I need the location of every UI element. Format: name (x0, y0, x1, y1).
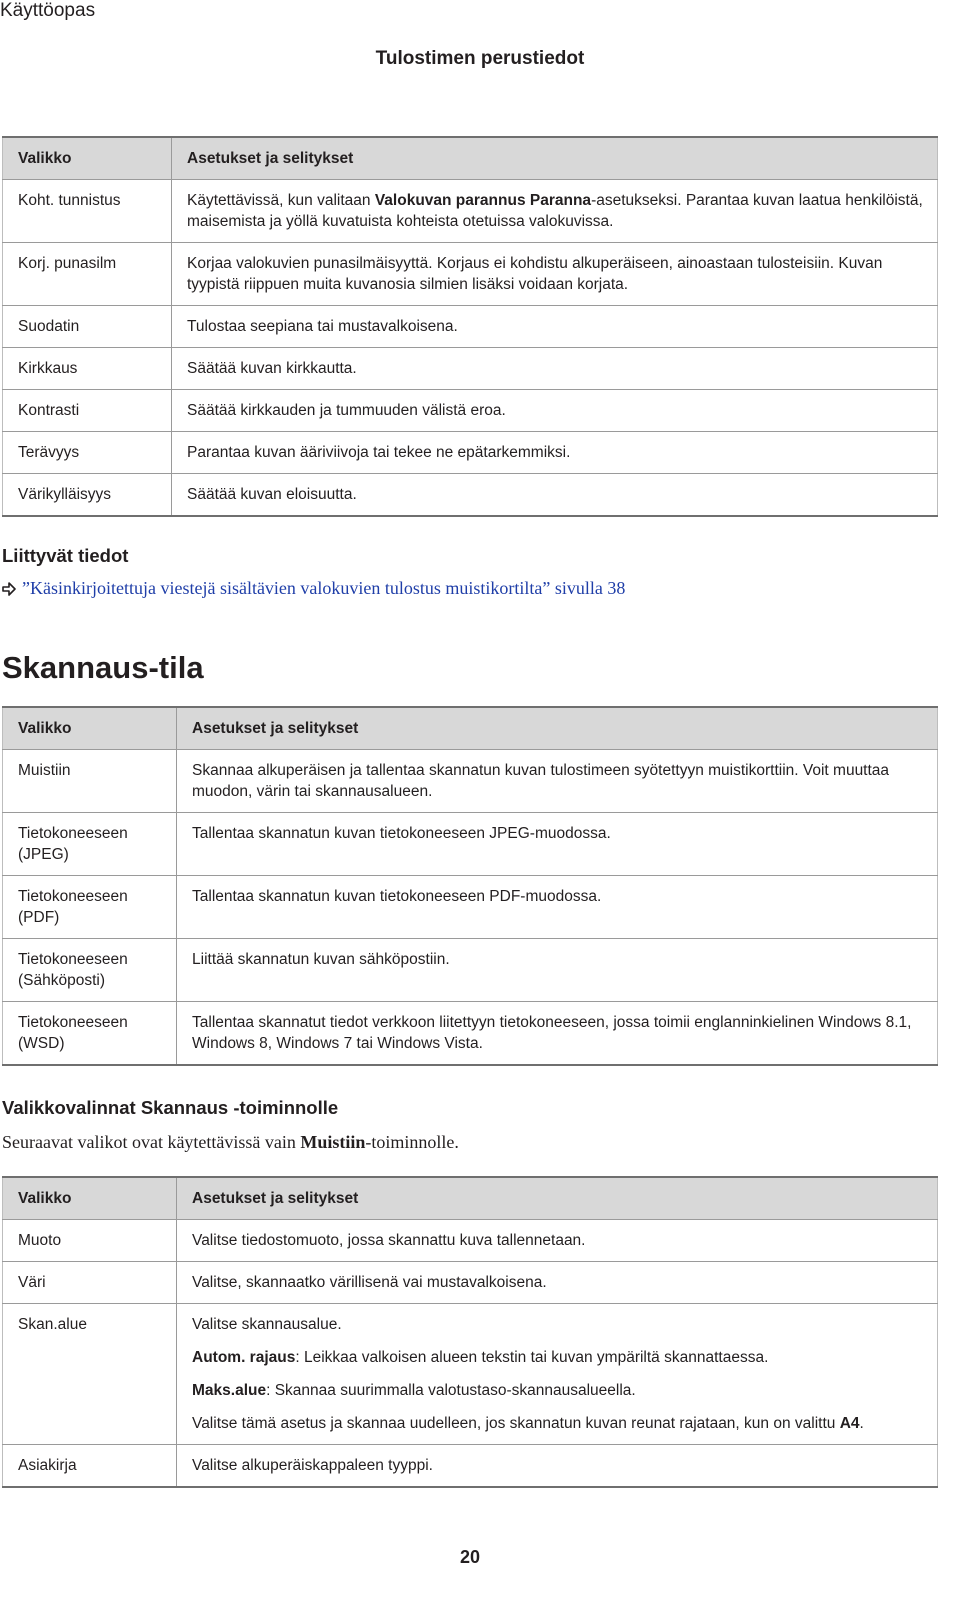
table-row (3, 1002, 938, 1066)
scan-options-table (2, 1176, 938, 1488)
menu-cell: Tietokoneeseen (Sähköposti) (3, 939, 177, 1002)
menu-cell: Muistiin (3, 750, 177, 813)
column-header-menu: Valikko (3, 707, 177, 750)
table-row (3, 1220, 938, 1262)
document-name: Käyttöopas (0, 0, 96, 21)
table-row (3, 1304, 938, 1445)
description-cell: Valitse alkuperäiskappaleen tyyppi. (177, 1445, 938, 1488)
menu-cell: Tietokoneeseen (PDF) (3, 876, 177, 939)
table-row (3, 348, 938, 390)
arrow-right-icon (2, 582, 16, 596)
scan-options-intro: Seuraavat valikot ovat käytettävissä vain Muistiin-toiminnolle. (2, 1132, 459, 1152)
autom-rajaus-option: Autom. rajaus: Leikkaa valkoisen alueen tekstin tai kuvan ympäriltä skannattaessa. (192, 1349, 769, 1366)
menu-cell: Terävyys (3, 432, 172, 474)
column-header-settings: Asetukset ja selitykset (177, 707, 938, 750)
description-cell: Tulostaa seepiana tai mustavalkoisena. (172, 306, 938, 348)
menu-cell: Asiakirja (3, 1445, 177, 1488)
description-cell (177, 1304, 938, 1445)
description-cell: Valitse tiedostomuoto, jossa skannattu kuva tallennetaan. (177, 1220, 938, 1262)
table-row (3, 243, 938, 306)
column-header-menu: Valikko (3, 1177, 177, 1220)
menu-cell: Suodatin (3, 306, 172, 348)
table-row (3, 1262, 938, 1304)
column-header-settings: Asetukset ja selitykset (177, 1177, 938, 1220)
table-row (3, 939, 938, 1002)
description-cell: Säätää kuvan kirkkautta. (172, 348, 938, 390)
table-row (3, 180, 938, 243)
menu-cell: Skan.alue (3, 1304, 177, 1445)
menu-cell: Värikylläisyys (3, 474, 172, 517)
table-row (3, 1445, 938, 1488)
column-header-settings: Asetukset ja selitykset (172, 137, 938, 180)
table-row (3, 750, 938, 813)
scan-options-heading: Valikkovalinnat Skannaus -toiminnolle (2, 1097, 339, 1118)
table-row (3, 813, 938, 876)
menu-cell: Tietokoneeseen (WSD) (3, 1002, 177, 1066)
description-cell: Skannaa alkuperäisen ja tallentaa skannatun kuvan tulostimeen syötettyyn muistikorttiin. Voit muuttaa muodon, värin tai skannausalueen. (177, 750, 938, 813)
description-cell: Tallentaa skannatun kuvan tietokoneeseen JPEG-muodossa. (177, 813, 938, 876)
table-row (3, 390, 938, 432)
related-link-text[interactable]: ”Käsinkirjoitettuja viestejä sisältävien valokuvien tulostus muistikortilta” sivulla 38 (22, 578, 626, 598)
scan-mode-table (2, 706, 938, 1066)
menu-cell: Väri (3, 1262, 177, 1304)
area-description: Valitse skannausalue. (192, 1316, 342, 1333)
area-note: Valitse tämä asetus ja skannaa uudelleen, jos skannatun kuvan reunat rajataan, kun on valittu A4. (192, 1415, 864, 1432)
table-row (3, 306, 938, 348)
description-cell: Säätää kuvan eloisuutta. (172, 474, 938, 517)
description-cell: Tallentaa skannatun kuvan tietokoneeseen PDF-muodossa. (177, 876, 938, 939)
table-header-row (3, 1177, 938, 1220)
description-cell: Liittää skannatun kuvan sähköpostiin. (177, 939, 938, 1002)
description-cell: Käytettävissä, kun valitaan Valokuvan parannus Paranna-asetukseksi. Parantaa kuvan laatua henkilöistä, maisemista ja yöllä kuvatuista kohteista otetuissa valokuvissa. (172, 180, 938, 243)
table-row (3, 876, 938, 939)
page-number: 20 (459, 1547, 481, 1567)
maks-alue-option: Maks.alue: Skannaa suurimmalla valotustaso-skannausalueella. (192, 1382, 636, 1399)
table-row (3, 432, 938, 474)
description-cell: Tallentaa skannatut tiedot verkkoon liitettyyn tietokoneeseen, jossa toimii englanninkielinen Windows 8.1, Windows 8, Windows 7 tai Windows Vista. (177, 1002, 938, 1066)
description-cell: Säätää kirkkauden ja tummuuden välistä eroa. (172, 390, 938, 432)
menu-cell: Tietokoneeseen (JPEG) (3, 813, 177, 876)
menu-cell: Kontrasti (3, 390, 172, 432)
page-title: Tulostimen perustiedot (375, 48, 585, 69)
description-cell: Parantaa kuvan ääriviivoja tai tekee ne epätarkemmiksi. (172, 432, 938, 474)
description-cell: Korjaa valokuvien punasilmäisyyttä. Korjaus ei kohdistu alkuperäiseen, ainoastaan tulosteisiin. Kuvan tyypistä riippuen muita kuvanosia silmien lisäksi voidaan korjata. (172, 243, 938, 306)
menu-cell: Kirkkaus (3, 348, 172, 390)
description-cell: Valitse, skannaatko värillisenä vai mustavalkoisena. (177, 1262, 938, 1304)
table-header-row (3, 137, 938, 180)
column-header-menu: Valikko (3, 137, 172, 180)
related-info-heading: Liittyvät tiedot (2, 545, 129, 566)
menu-cell: Korj. punasilm (3, 243, 172, 306)
section-title: Skannaus-tila (2, 650, 204, 685)
print-settings-table (2, 136, 938, 517)
menu-cell: Muoto (3, 1220, 177, 1262)
menu-cell: Koht. tunnistus (3, 180, 172, 243)
related-link[interactable] (2, 578, 625, 599)
table-row (3, 474, 938, 517)
table-header-row (3, 707, 938, 750)
